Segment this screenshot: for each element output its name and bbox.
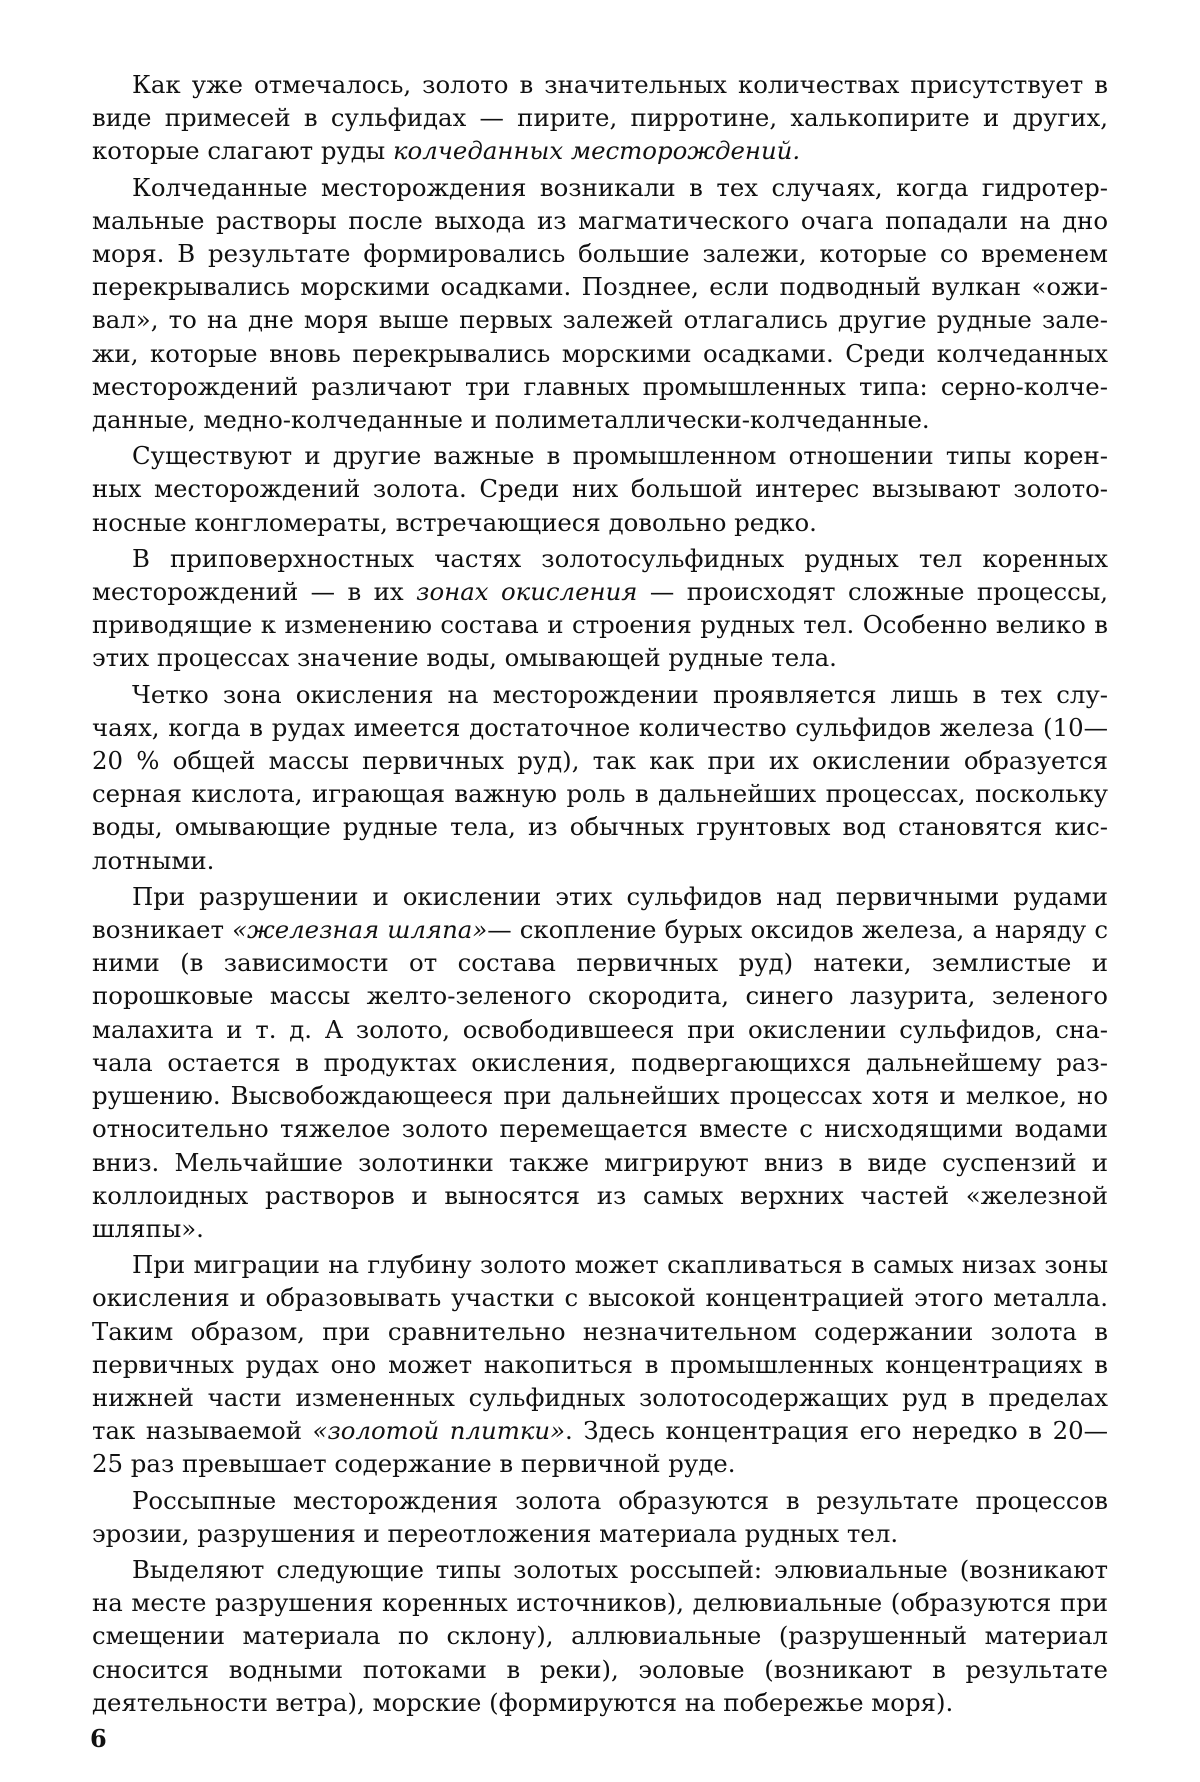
paragraph-1-text: Как уже отмечалось, золото в значительных количествах присутствует в виде примесей в сульфидах — пирите, пирротине, халькопирите и других, которые слагают руды bbox=[92, 70, 1108, 166]
paragraph-6-text-c: — скопление бурых оксидов железа, а наряду с ними (в зависимости от состава первичных руд) натеки, землистые и порошковые массы желто-зеленого скородита, синего лазурита, зеленого малахита и т. д. А золото, освободившееся при окислении сульфидов, сначала остается в продуктах окисления, подвергающихся дальнейшему разрушению. Высвобождающееся при дальнейших процессах хотя и мелкое, но относительно тяжелое золото перемещается вместе с нисходящими водами вниз. Мельчайшие золотинки также мигрируют вниз в виде суспензий и коллоидных растворов и выносятся из самых верхних частей «железной шляпы». bbox=[92, 915, 1108, 1243]
italic-term-golden-tile: «золотой плитки» bbox=[312, 1416, 566, 1446]
paragraph-8: Россыпные месторождения золота образуются в результате процессов эрозии, разрушения и переотложения материала рудных тел. bbox=[92, 1485, 1108, 1548]
italic-term-iron-hat: «железная шляпа» bbox=[232, 915, 488, 945]
paragraph-7-text-a: При миграции на глубину золото может скапливаться в самых низах зоны окисления и образовывать участки с высокой концентрацией этого металла. Таким образом, при сравнительно незначительном содержании золота в первичных рудах оно может накопиться в промышленных концентрациях в нижней части измененных сульфидных золотосодержащих руд в пределах так называемой bbox=[92, 1250, 1108, 1446]
paragraph-7 bbox=[92, 1248, 1108, 1480]
italic-term-pyrite-deposits: колчеданных месторождений. bbox=[392, 136, 801, 166]
paragraph-4 bbox=[92, 542, 1108, 675]
italic-term-oxidation-zones: зонах окисления bbox=[416, 577, 638, 607]
page-number: 6 bbox=[90, 1724, 107, 1753]
paragraph-7-text-c: . Здесь концентрация его нередко в 20—25 раз превышает содержание в первичной руде. bbox=[92, 1416, 1109, 1479]
paragraph-6-text-a: При разрушении и окислении этих сульфидов над первичными рудами возникает bbox=[92, 881, 1108, 945]
paragraph-5: Четко зона окисления на месторождении проявляется лишь в тех случаях, когда в рудах имеется достаточное количество сульфидов железа (10—20 % общей массы первичных руд), так как при их окислении образуется серная кислота, играющая важную роль в дальнейших процессах, поскольку воды, омывающие рудные тела, из обычных грунтовых вод становятся кислотными. bbox=[92, 679, 1108, 875]
paragraph-1 bbox=[92, 68, 1108, 168]
paragraph-2: Колчеданные месторождения возникали в тех случаях, когда гидротермальные растворы после выхода из магматического очага попадали на дно моря. В результате формировались большие залежи, которые со временем перекрывались морскими осадками. Позднее, если подводный вулкан «оживал», то на дне моря выше первых залежей отлагались другие рудные залежи, которые вновь перекрывались морскими осадками. Среди колчеданных месторождений различают три главных промышленных типа: серно-колчеданные, медно-колчеданные и полиметаллически-колчеданные. bbox=[92, 172, 1108, 435]
paragraph-4-text-a: В приповерхностных частях золотосульфидных рудных тел коренных месторождений — в их bbox=[92, 543, 1108, 607]
paragraph-6 bbox=[92, 880, 1108, 1245]
body-text bbox=[92, 68, 1108, 1722]
paragraph-4-text-c: — происходят сложные процессы, приводящие к изменению состава и строения рудных тел. Особенно велико в этих процессах значение воды, омывающей рудные тела. bbox=[92, 577, 1108, 673]
paragraph-9: Выделяют следующие типы золотых россыпей: элювиальные (возникают на месте разрушения коренных источников), делювиальные (образуются при смещении материала по склону), аллювиальные (разрушенный материал сносится водными потоками в реки), эоловые (возникают в результате деятельности ветра), морские (формируются на побережье моря). bbox=[92, 1554, 1108, 1717]
paragraph-3: Существуют и другие важные в промышленном отношении типы коренных месторождений золота. Среди них большой интерес вызывают золотоносные конгломераты, встречающиеся довольно редко. bbox=[92, 441, 1108, 537]
